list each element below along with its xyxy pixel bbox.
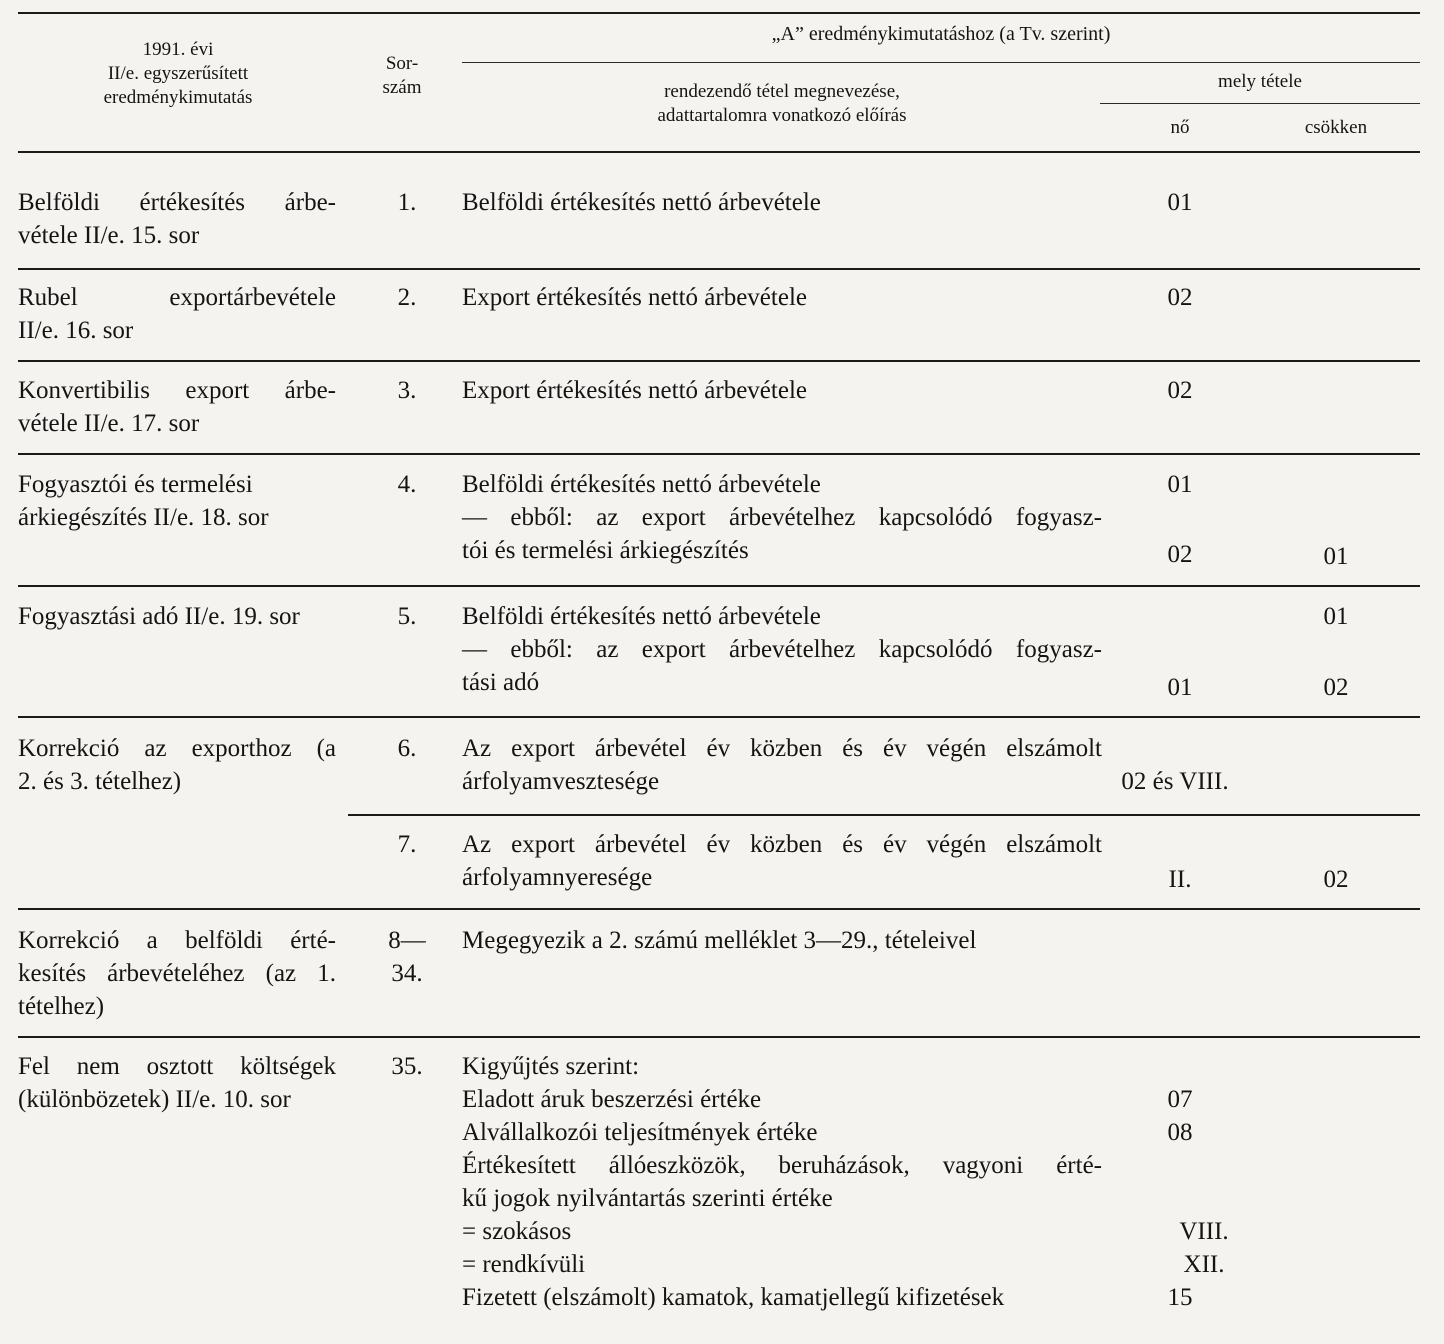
label-line: (különbözetek) II/e. 10. sor	[18, 1086, 291, 1113]
row-4-label	[18, 468, 336, 534]
description-line: tói és termelési árkiegészítés	[462, 537, 749, 564]
row-4-increases	[1110, 468, 1250, 571]
row-4-number: 4.	[397, 471, 417, 498]
row-separator	[18, 360, 1420, 362]
header-col2-line: Sor-	[385, 53, 419, 74]
row-2-number: 2.	[397, 284, 417, 311]
row-7-decreases: 02	[1323, 866, 1349, 893]
header-bottom-rule	[18, 151, 1420, 153]
row-1-description: Belföldi értékesítés nettó árbevétele	[462, 189, 821, 216]
value-line: VIII.	[1179, 1218, 1229, 1245]
description-line: Az export árbevétel év közben és év végén elszámolt	[462, 735, 1102, 762]
row-9-label	[18, 1050, 336, 1116]
header-col1	[18, 38, 338, 110]
label-line: II/e. 16. sor	[18, 317, 134, 344]
value-line	[1110, 1182, 1250, 1215]
header-col1-line: eredménykimutatás	[103, 87, 253, 108]
row-3-increases: 02	[1167, 377, 1193, 404]
row-9-number: 35.	[391, 1053, 423, 1080]
header-col3	[462, 80, 1102, 128]
description-line: = szokásos	[462, 1218, 572, 1245]
row-9-description	[462, 1050, 1102, 1314]
description-line: árfolyamvesztesége	[462, 768, 660, 795]
row-5-decreases-bottom: 02	[1323, 674, 1349, 701]
row-5-decreases-top: 01	[1323, 603, 1349, 630]
row-6-increases: 02 és VIII.	[1121, 768, 1229, 795]
row-1-increases: 01	[1167, 189, 1193, 216]
row-4-description	[462, 468, 1102, 567]
label-line: tételhez)	[18, 993, 105, 1020]
description-line: = rendkívüli	[462, 1251, 586, 1278]
label-line: Fogyasztási adó II/e. 19. sor	[18, 603, 300, 630]
row-separator	[18, 453, 1420, 455]
label-line: Fel nem osztott költségek	[18, 1053, 336, 1080]
row-2-label	[18, 281, 336, 347]
value-line: 07	[1167, 1086, 1193, 1113]
row-separator	[18, 908, 1420, 910]
row-3-number: 3.	[397, 377, 417, 404]
label-line: Fogyasztói és termelési	[18, 471, 253, 498]
group-rule	[462, 62, 1420, 63]
row-3-description: Export értékesítés nettó árbevétele	[462, 377, 807, 404]
description-line: Belföldi értékesítés nettó árbevétele	[462, 471, 821, 498]
value-line: 01	[1323, 543, 1349, 570]
row-9-increases	[1110, 1050, 1250, 1314]
header-increases: nő	[1170, 117, 1190, 138]
value-line	[1110, 1050, 1250, 1083]
description-line: árfolyamnyeresége	[462, 864, 653, 891]
value-line: 02	[1167, 541, 1193, 568]
number-line: 34.	[391, 960, 423, 987]
row-separator	[18, 1036, 1420, 1038]
row-8-label	[18, 924, 336, 1023]
mely-rule	[1100, 103, 1420, 104]
description-line: tási adó	[462, 669, 540, 696]
description-line: Fizetett (elszámolt) kamatok, kamatjellegű kifizetések	[462, 1284, 1005, 1311]
row-5-label	[18, 600, 336, 633]
row-separator-partial	[348, 814, 1420, 816]
header-decreases: csökken	[1304, 117, 1368, 138]
row-6-number: 6.	[397, 735, 417, 762]
header-col2-line: szám	[382, 77, 422, 98]
row-6-description	[462, 732, 1102, 798]
row-4-decreases	[1276, 540, 1396, 573]
label-line: Korrekció az exporthoz (a	[18, 735, 336, 762]
row-2-description: Export értékesítés nettó árbevétele	[462, 284, 807, 311]
label-line: Belföldi értékesítés árbe-	[18, 189, 336, 216]
row-7-increases: II.	[1168, 866, 1192, 893]
row-separator	[18, 585, 1420, 587]
number-line: 8—	[388, 927, 426, 954]
value-line: 15	[1167, 1284, 1193, 1311]
header-col3-line: rendezendő tétel megnevezése,	[664, 81, 900, 102]
row-6-label	[18, 732, 336, 798]
row-1-number: 1.	[397, 189, 417, 216]
header-col1-line: II/e. egyszerűsített	[107, 63, 249, 84]
row-1-label	[18, 186, 336, 252]
value-line: 01	[1167, 674, 1193, 701]
description-line: — ebből: az export árbevételhez kapcsolódó fogyasz-	[462, 636, 1102, 663]
value-line: 08	[1167, 1119, 1193, 1146]
row-7-description	[462, 828, 1102, 894]
row-7-number: 7.	[397, 831, 417, 858]
label-line: Korrekció a belföldi érté-	[18, 927, 336, 954]
row-8-description: Megegyezik a 2. számú melléklet 3—29., tételeivel	[462, 927, 977, 954]
header-group-title: „A” eredménykimutatáshoz (a Tv. szerint)	[771, 23, 1111, 45]
description-line: — ebből: az export árbevételhez kapcsolódó fogyasz-	[462, 504, 1102, 531]
label-line: 2. és 3. tételhez)	[18, 768, 182, 795]
top-rule	[18, 12, 1420, 14]
row-2-increases: 02	[1167, 284, 1193, 311]
row-3-label	[18, 374, 336, 440]
header-which-item: mely tétele	[1218, 71, 1302, 92]
header-col3-line: adattartalomra vonatkozó előírás	[657, 105, 907, 126]
row-5-number: 5.	[397, 603, 417, 630]
description-line: Az export árbevétel év közben és év végén elszámolt	[462, 831, 1102, 858]
header-col2	[362, 52, 442, 100]
value-line	[1110, 501, 1250, 534]
header-col1-line: 1991. évi	[142, 39, 214, 60]
label-line: Konvertibilis export árbe-	[18, 377, 336, 404]
label-line: vétele II/e. 17. sor	[18, 410, 200, 437]
row-5-description	[462, 600, 1102, 699]
description-line: Alvállalkozói teljesítmények értéke	[462, 1119, 818, 1146]
description-line: Belföldi értékesítés nettó árbevétele	[462, 603, 821, 630]
label-line: kesítés árbevételéhez (az 1.	[18, 960, 336, 987]
value-line	[1110, 1149, 1250, 1182]
row-separator	[18, 716, 1420, 718]
description-line: Eladott áruk beszerzési értéke	[462, 1086, 762, 1113]
description-line: Értékesített állóeszközök, beruházások, vagyoni érté-	[462, 1152, 1102, 1179]
value-line: XII.	[1183, 1251, 1225, 1278]
label-line: vétele II/e. 15. sor	[18, 222, 200, 249]
row-8-number	[372, 924, 442, 990]
label-line: Rubel exportárbevétele	[18, 284, 336, 311]
description-line: Kigyűjtés szerint:	[462, 1053, 640, 1080]
value-line: 01	[1167, 471, 1193, 498]
row-separator	[18, 268, 1420, 270]
row-5-increases	[1110, 671, 1250, 704]
label-line: árkiegészítés II/e. 18. sor	[18, 504, 269, 531]
description-line: kű jogok nyilvántartás szerinti értéke	[462, 1185, 833, 1212]
